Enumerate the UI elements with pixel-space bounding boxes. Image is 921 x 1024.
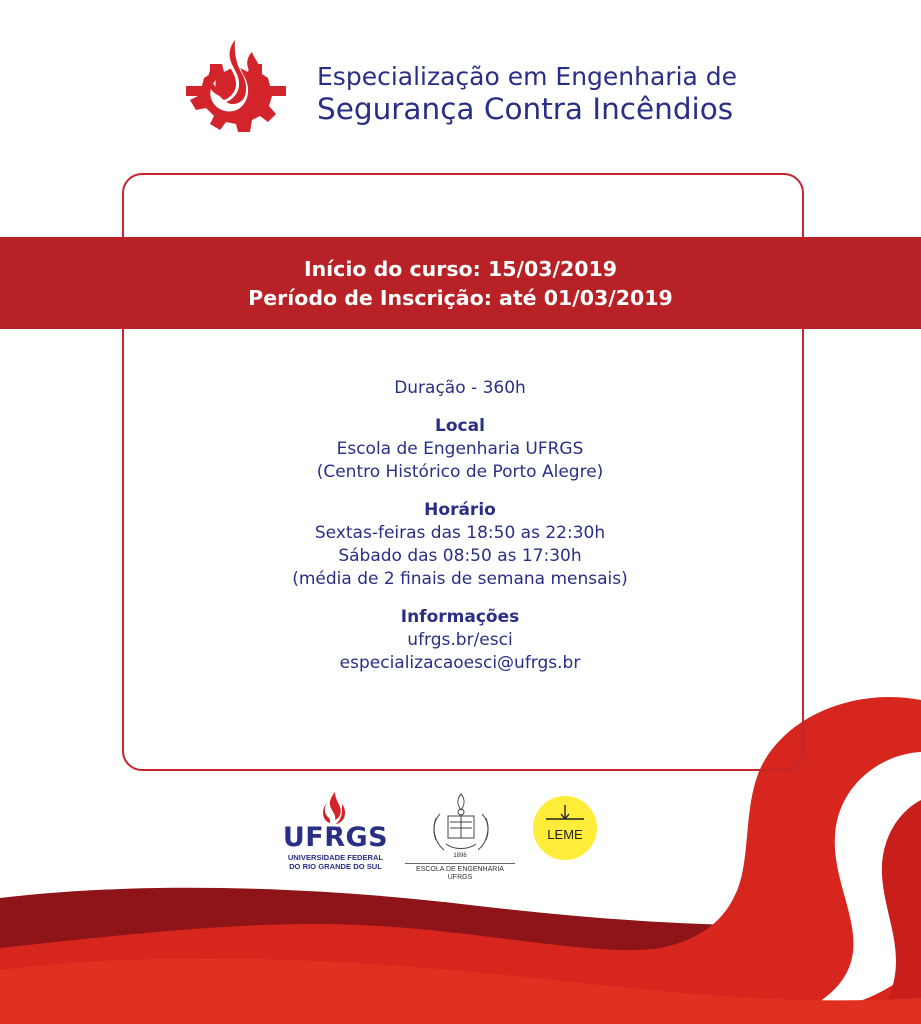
duration-text: Duração - 360h — [394, 378, 526, 398]
schedule-heading: Horário — [424, 500, 496, 520]
escola-line-1: ESCOLA DE ENGENHARIA — [416, 866, 504, 873]
info-heading: Informações — [400, 607, 520, 627]
local-heading: Local — [435, 416, 485, 436]
info-section — [200, 606, 720, 675]
info-website-link[interactable]: ufrgs.br/esci — [407, 630, 513, 650]
escola-logo — [405, 863, 515, 882]
page-title — [317, 62, 737, 126]
schedule-line-1: Sextas-feiras das 18:50 as 22:30h — [314, 523, 606, 543]
ufrgs-line-2: DO RIO GRANDE DO SUL — [289, 862, 382, 871]
title-line-2: Segurança Contra Incêndios — [317, 91, 734, 126]
leme-logo — [532, 795, 598, 861]
title-line-1: Especialização em Engenharia de — [317, 62, 738, 91]
escola-seal-icon — [416, 790, 506, 860]
date-banner-text — [0, 255, 921, 313]
course-details — [200, 377, 720, 675]
escola-line-2: UFRGS — [447, 874, 473, 881]
registration-period: Período de Inscrição: até 01/03/2019 — [248, 286, 673, 310]
local-line-1: Escola de Engenharia UFRGS — [336, 439, 584, 459]
local-line-2: (Centro Histórico de Porto Alegre) — [316, 462, 604, 482]
flame-gear-icon — [180, 34, 292, 134]
schedule-line-2: Sábado das 08:50 as 17:30h — [338, 546, 582, 566]
leme-name: LEME — [547, 827, 583, 842]
info-email-link[interactable]: especializacaoesci@ufrgs.br — [339, 653, 581, 673]
schedule-section — [200, 499, 720, 591]
schedule-line-3: (média de 2 finais de semana mensais) — [292, 569, 628, 589]
course-start-date: Início do curso: 15/03/2019 — [303, 257, 618, 281]
ufrgs-logo — [278, 822, 393, 871]
ufrgs-name: UFRGS — [282, 822, 389, 853]
local-section — [200, 415, 720, 484]
escola-year: 1896 — [453, 853, 467, 859]
ufrgs-line-1: UNIVERSIDADE FEDERAL — [287, 853, 384, 862]
